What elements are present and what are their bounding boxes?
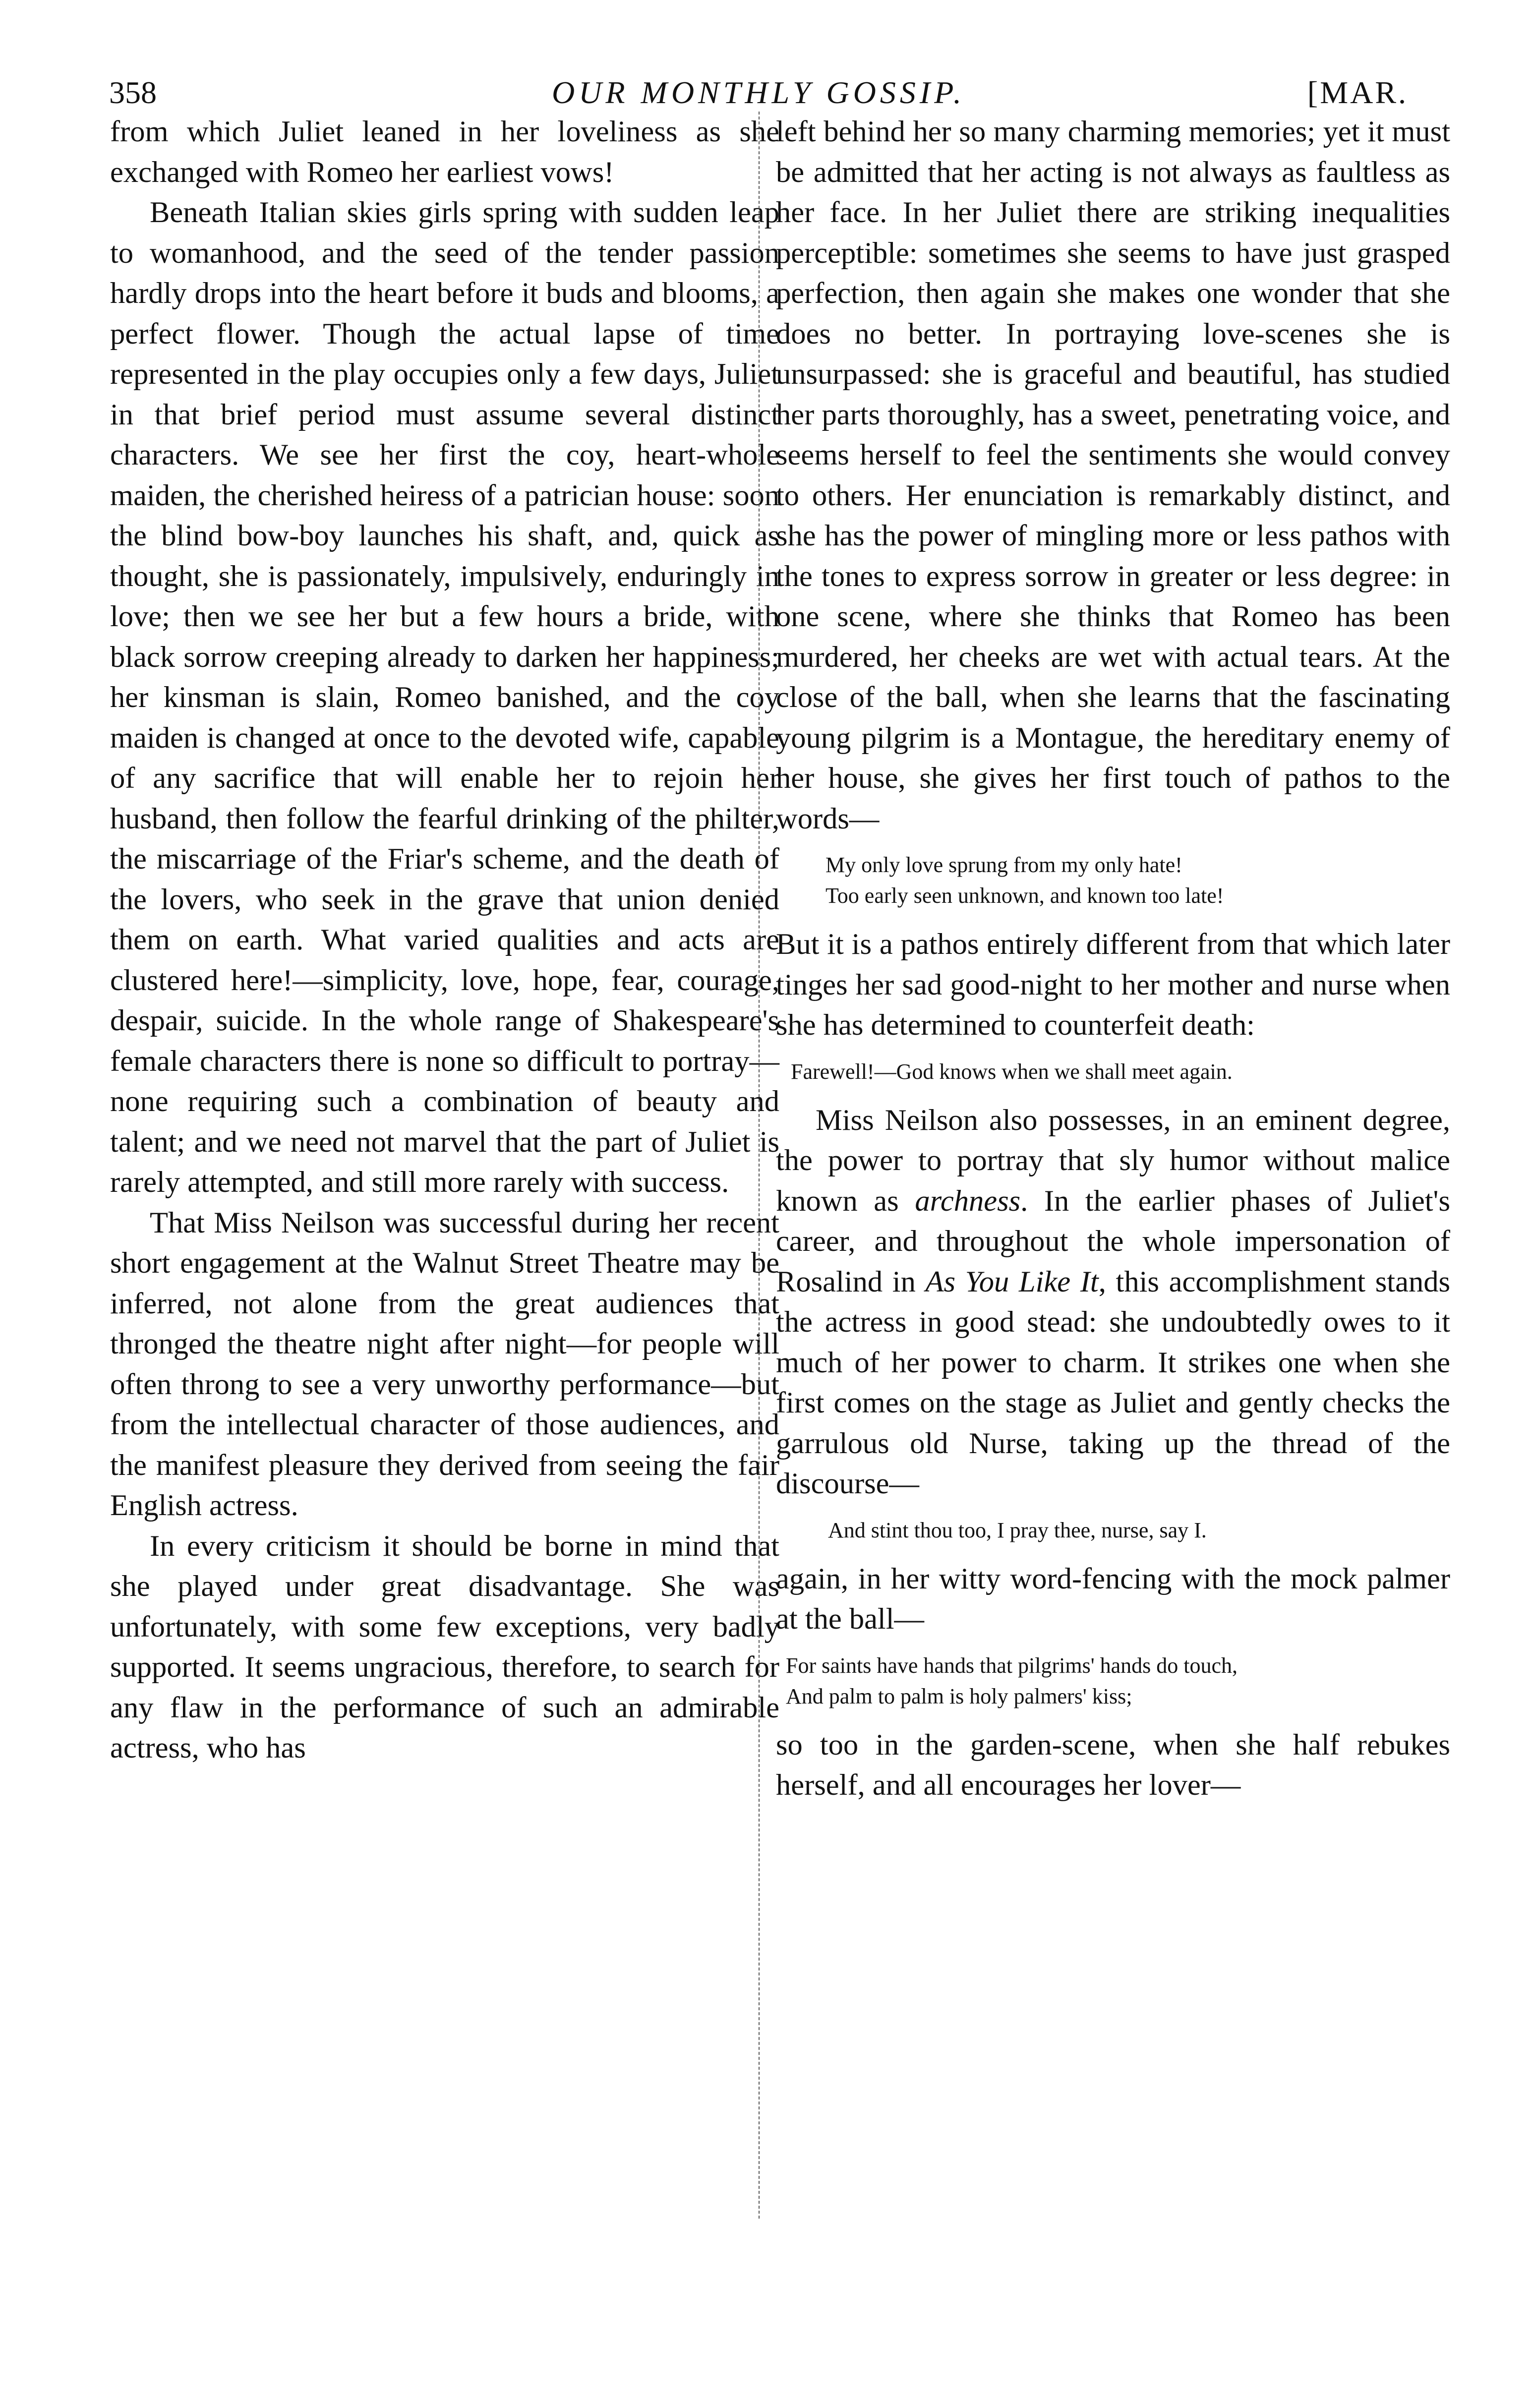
right-column	[776, 112, 1450, 1806]
paragraph: again, in her witty word-fencing with the mock palmer at the ball—	[776, 1562, 1450, 1636]
verse-line: Too early seen unknown, and known too late!	[825, 883, 1224, 908]
paragraph: That Miss Neilson was successful during her recent short engagement at the Walnut Street Theatre may be inferred, not alone from the great audiences that thronged the theatre night after night—for people will often throng to see a very unworthy performance—but from the intellectual character of those audiences, and the manifest pleasure they derived from seeing the fair English actress.	[110, 1206, 779, 1522]
paragraph: so too in the garden-scene, when she half rebukes herself, and all encourages her lover—	[776, 1728, 1450, 1802]
paragraph: In every criticism it should be borne in mind that she played under great disadvantage. She was unfortunately, with some few exceptions, very badly supported. It seems ungracious, therefore, to search for any flaw in the performance of such an admirable actress, who has	[110, 1529, 779, 1764]
issue-month: [MAR.	[1307, 75, 1408, 110]
running-title: OUR MONTHLY GOSSIP.	[551, 75, 966, 110]
verse-quotation	[776, 850, 1450, 911]
verse-line: And stint thou too, I pray thee, nurse, say I.	[828, 1518, 1207, 1542]
paragraph: left behind her so many charming memories; yet it must be admitted that her acting is not always as faultless as her face. In her Juliet there are striking inequalities perceptible: sometimes she seems to have just grasped perfection, then again she makes one wonder that she does no better. In portraying love-scenes she is unsurpassed: she is graceful and beautiful, has studied her parts thoroughly, has a sweet, penetrating voice, and seems herself to feel the sentiments she would convey to others. Her enunciation is remarkably distinct, and she has the power of mingling more or less pathos with the tones to express sorrow in greater or less degree: in one scene, where she thinks that Romeo has been murdered, her cheeks are wet with actual tears. At the close of the ball, when she learns that the fascinating young pilgrim is a Montague, the hereditary enemy of her house, she gives her first touch of pathos to the words—	[776, 115, 1450, 835]
verse-quotation	[776, 1650, 1450, 1712]
verse-line: My only love sprung from my only hate!	[825, 853, 1182, 877]
text-run: , this accomplishment stands the actress in good stead: she undoubtedly owes to it much of her power to charm. It strikes one when she first comes on the stage as Juliet and gently checks the garrulous old Nurse, taking up the thread of the discourse—	[776, 1265, 1450, 1500]
verse-quotation	[776, 1057, 1450, 1087]
text-run: Miss Neilson also possesses, in an eminent degree, the power to portray that sly humor without malice known as	[776, 1103, 1450, 1218]
verse-line: And palm to palm is holy palmers' kiss;	[786, 1684, 1132, 1708]
play-title: As You Like It	[925, 1265, 1099, 1298]
column-divider	[759, 112, 760, 2219]
text-run: . In the earlier phases of Juliet's career, and throughout the whole impersonation of Rosalind in	[776, 1184, 1450, 1298]
verse-quotation	[776, 1515, 1450, 1546]
left-column	[110, 112, 779, 1768]
paragraph: But it is a pathos entirely different from that which later tinges her sad good-night to her mother and nurse when she has determined to counterfeit death:	[776, 928, 1450, 1042]
italic-term: archness	[915, 1184, 1021, 1218]
paragraph: from which Juliet leaned in her loveliness as she exchanged with Romeo her earliest vows!	[110, 115, 779, 189]
verse-line: Farewell!—God knows when we shall meet again.	[791, 1059, 1233, 1084]
page-number: 358	[109, 75, 157, 110]
paragraph: Beneath Italian skies girls spring with sudden leap to womanhood, and the seed of the tender passion hardly drops into the heart before it buds and blooms, a perfect flower. Though the actual lapse of time represented in the play occupies only a few days, Juliet in that brief period must assume several distinct characters. We see her first the coy, heart-whole maiden, the cherished heiress of a patrician house: soon the blind bow-boy launches his shaft, and, quick as thought, she is passionately, impulsively, enduringly in love; then we see her but a few hours a bride, with black sorrow creeping already to darken her happiness; her kinsman is slain, Romeo banished, and the coy maiden is changed at once to the devoted wife, capable of any sacrifice that will enable her to rejoin her husband, then follow the fearful drinking of the philter, the miscarriage of the Friar's scheme, and the death of the lovers, who seek in the grave that union denied them on earth. What varied qualities and acts are clustered here!—simplicity, love, hope, fear, courage, despair, suicide. In the whole range of Shakespeare's female characters there is none so difficult to portray—none requiring such a combination of beauty and talent; and we need not marvel that the part of Juliet is rarely attempted, and still more rarely with success.	[110, 196, 779, 1199]
paragraph	[776, 1100, 1450, 1504]
verse-line: For saints have hands that pilgrims' hands do touch,	[786, 1653, 1238, 1678]
